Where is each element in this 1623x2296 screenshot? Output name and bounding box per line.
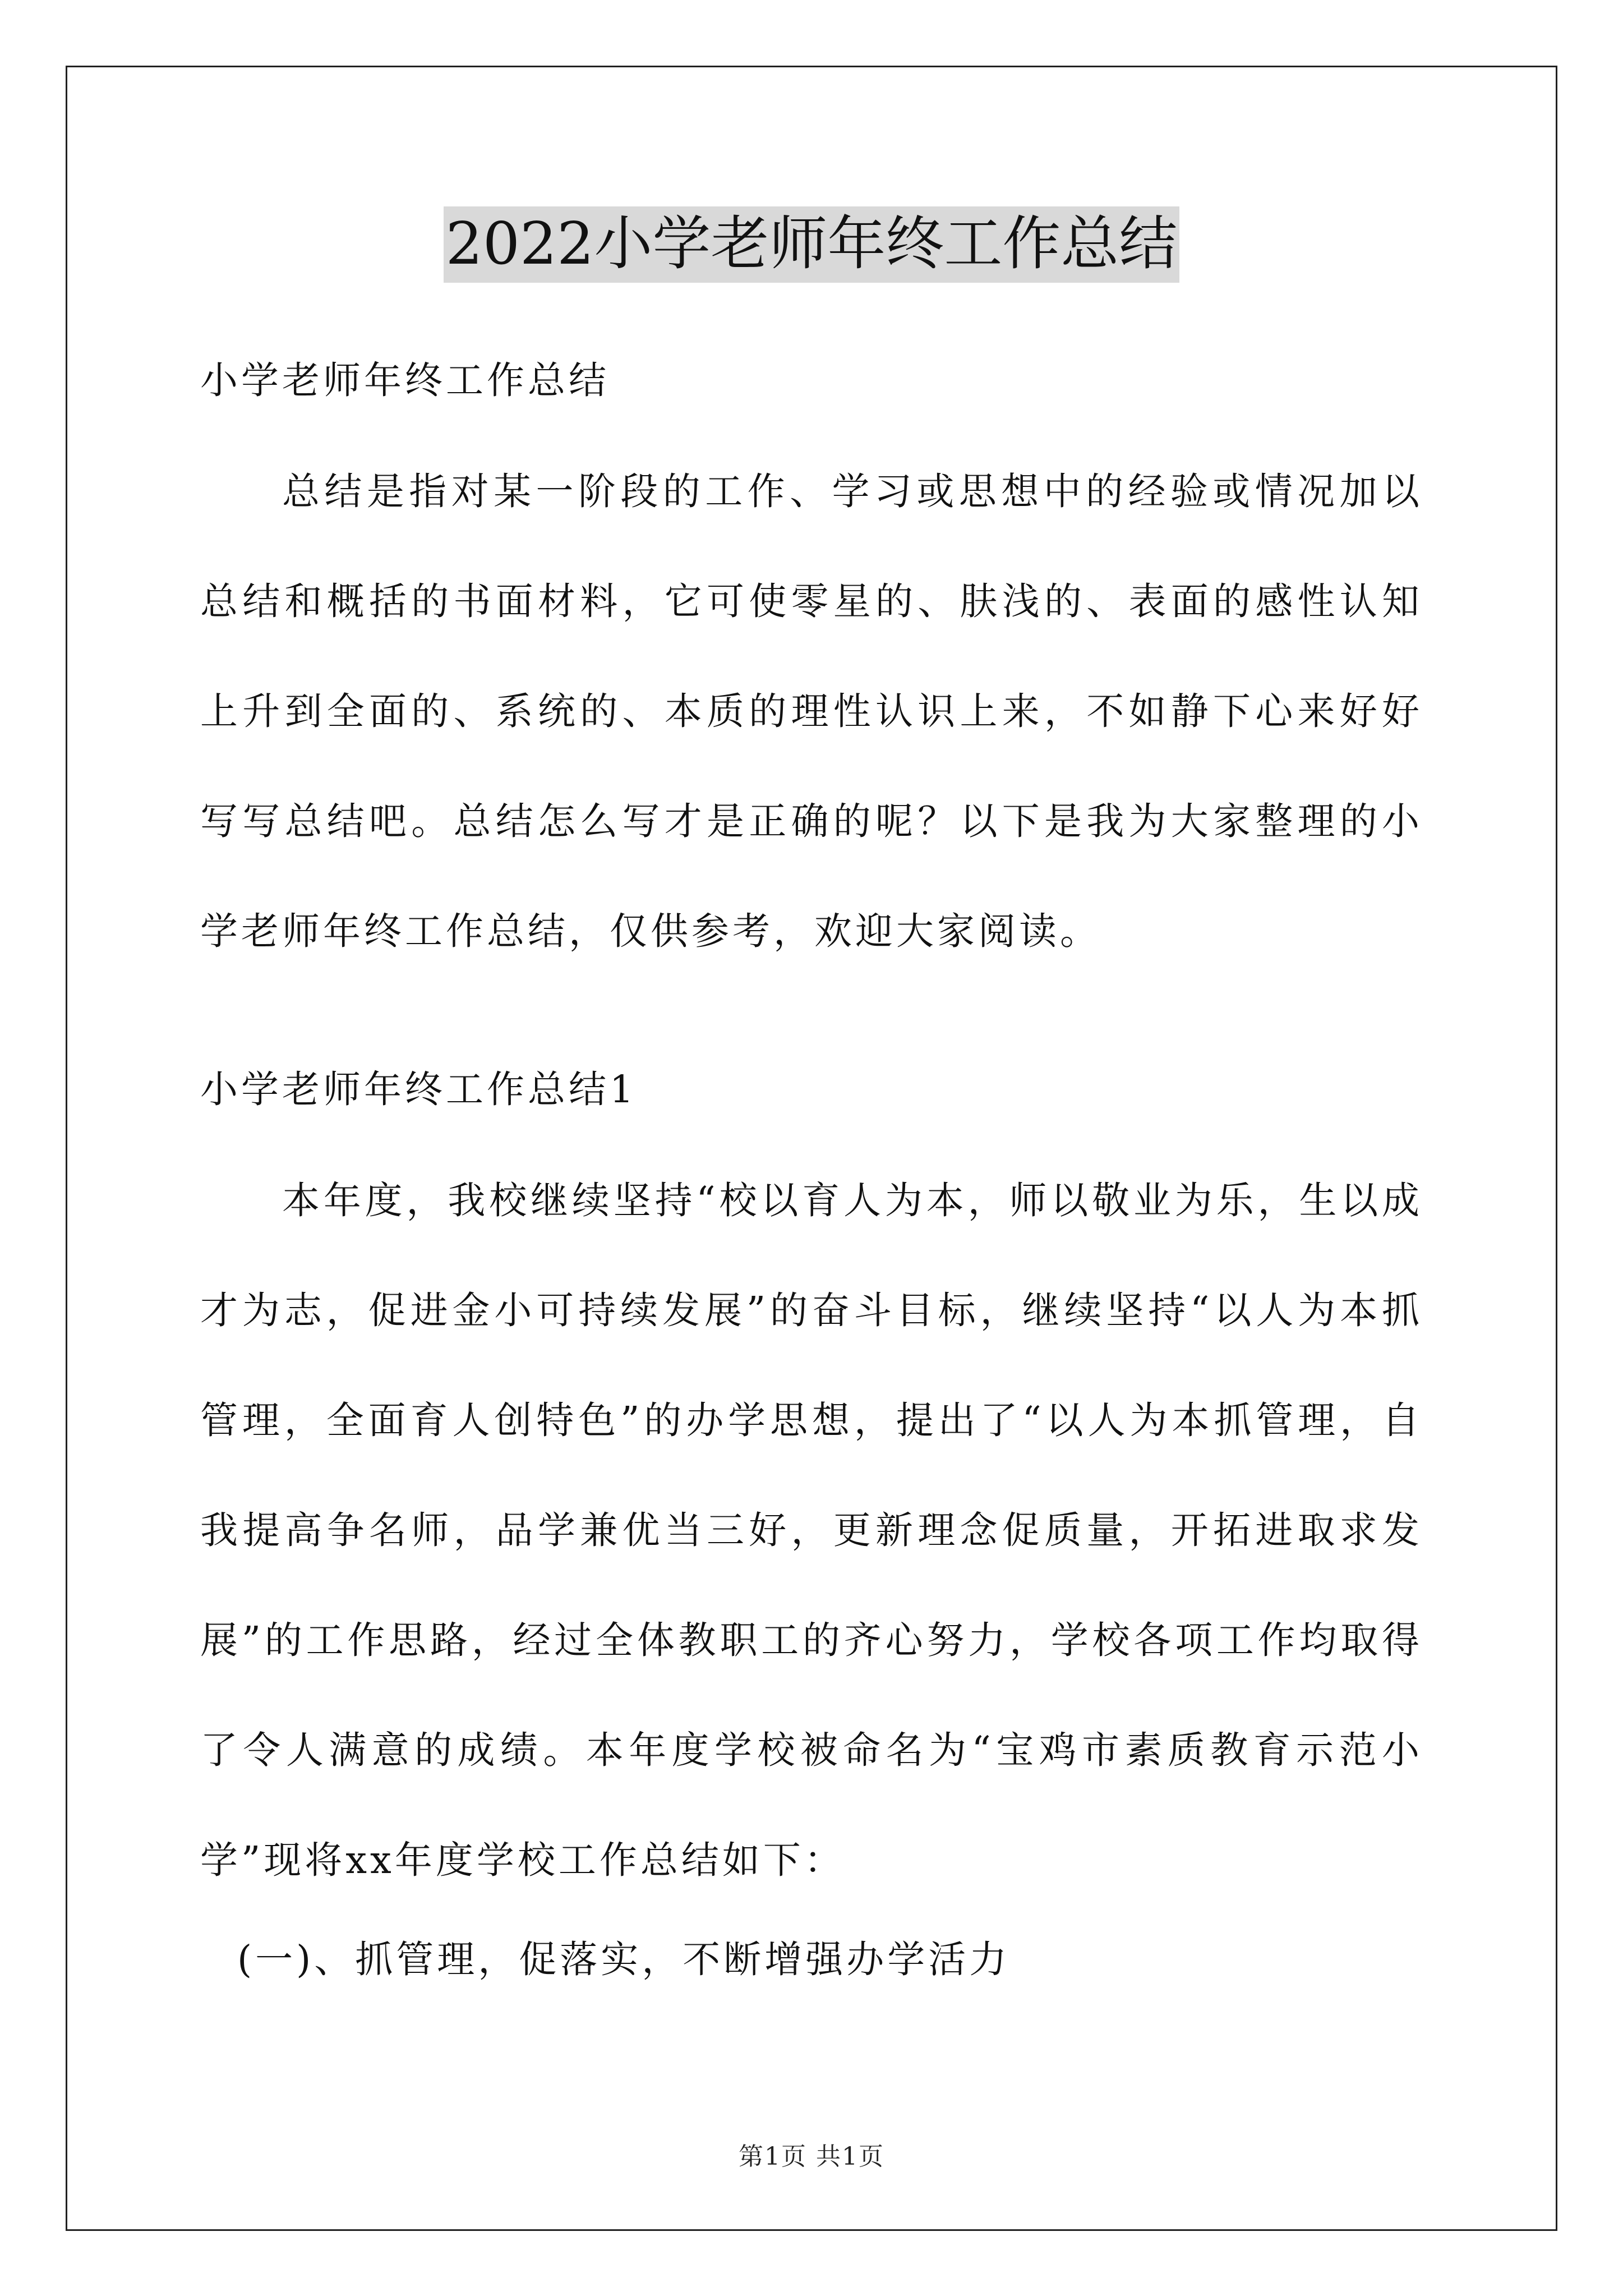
section-paragraph: 本年度，我校继续坚持“校以育人为本，师以敬业为乐，生以成才为志，促进金小可持续发展”的奋斗目标，继续坚持“以人为本抓管理，全面育人创特色”的办学思想，提出了“以人为本抓管理，自我提高争名师，品学兼优当三好，更新理念促质量，开拓进取求发展”的工作思路，经过全体教职工的齐心努力，学校各项工作均取得了令人满意的成绩。本年度学校被命名为“宝鸡市素质教育示范小学”现将xx年度学校工作总结如下：: [200, 1179, 1423, 1882]
subsection-heading: (一)、抓管理，促落实，不断增强办学活力: [237, 1938, 1011, 1981]
section-heading: 小学老师年终工作总结1: [200, 1068, 637, 1111]
page-footer: 第1页 共1页: [739, 2142, 884, 2171]
document-subtitle: 小学老师年终工作总结: [200, 358, 610, 402]
intro-paragraph: 总结是指对某一阶段的工作、学习或思想中的经验或情况加以总结和概括的书面材料，它可使零星的、肤浅的、表面的感性认知上升到全面的、系统的、本质的理性认识上来，不如静下心来好好写写总结吧。总结怎么写才是正确的呢？以下是我为大家整理的小学老师年终工作总结，仅供参考，欢迎大家阅读。: [200, 470, 1423, 953]
document-title: [0, 206, 1623, 283]
document-title-text: 2022小学老师年终工作总结: [444, 206, 1180, 283]
